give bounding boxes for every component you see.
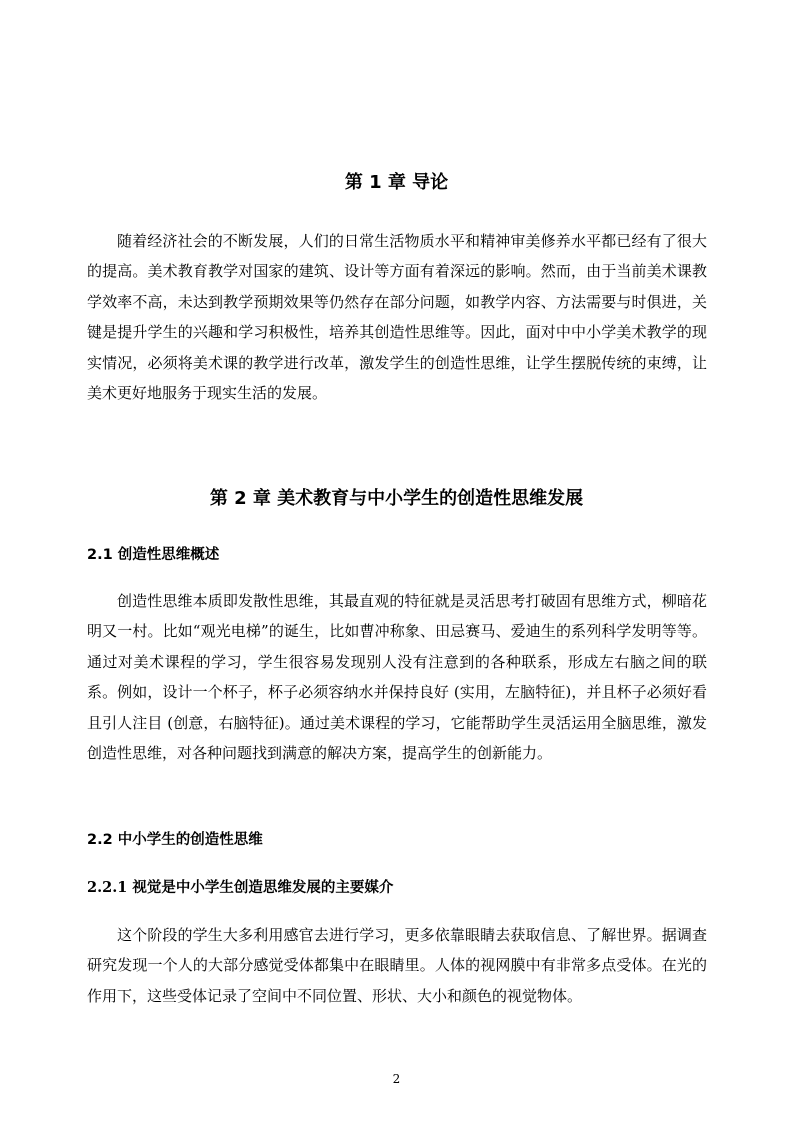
page-number: 2 xyxy=(392,1072,401,1086)
chapter-1-paragraph: 随着经济社会的不断发展，人们的日常生活物质水平和精神审美修养水平都已经有了很大的提高。美术教育教学对国家的建筑、设计等方面有着深远的影响。然而，由于当前美术课教学效率不高，未达到教学预期效果等仍然存在部分问题，如教学内容、方法需要与时俱进，关键是提升学生的兴趣和学习积极性，培养其创造性思维等。因此，面对中中小学美术教学的现实情况，必须将美术课的教学进行改革，激发学生的创造性思维，让学生摆脱传统的束缚，让美术更好地服务于现实生活的发展。 xyxy=(87,232,707,403)
subsection-2-2-1-paragraph: 这个阶段的学生大多利用感官去进行学习，更多依靠眼睛去获取信息、了解世界。据调查研究发现一个人的大部分感觉受体都集中在眼睛里。人体的视网膜中有非常多点受体。在光的作用下，这些受体记录了空间中不同位置、形状、大小和颜色的视觉物体。 xyxy=(87,926,707,1005)
chapter-2-title: 第 2 章 美术教育与中小学生的创造性思维发展 xyxy=(209,488,584,509)
section-2-1-title: 2.1 创造性思维概述 xyxy=(87,547,220,563)
subsection-2-2-1-title: 2.2.1 视觉是中小学生创造思维发展的主要媒介 xyxy=(87,879,394,896)
section-2-2-title: 2.2 中小学生的创造性思维 xyxy=(87,832,263,848)
section-2-1-paragraph: 创造性思维本质即发散性思维，其最直观的特征就是灵活思考打破固有思维方式，柳暗花明又一村。比如“观光电梯”的诞生，比如曹冲称象、田忌赛马、爱迪生的系列科学发明等等。通过对美术课程的学习，学生很容易发现别人没有注意到的各种联系，形成左右脑之间的联系。例如，设计一个杯子，杯子必须容纳水并保持良好 (实用，左脑特征)，并且杯子必须好看且引人注目 (创意，右脑特征)。通过美术课程的学习，它能帮助学生灵活运用全脑思维，激发创造性思维，对各种问题找到满意的解决方案，提高学生的创新能力。 xyxy=(87,592,707,763)
chapter-1-title: 第 1 章 导论 xyxy=(344,172,449,193)
